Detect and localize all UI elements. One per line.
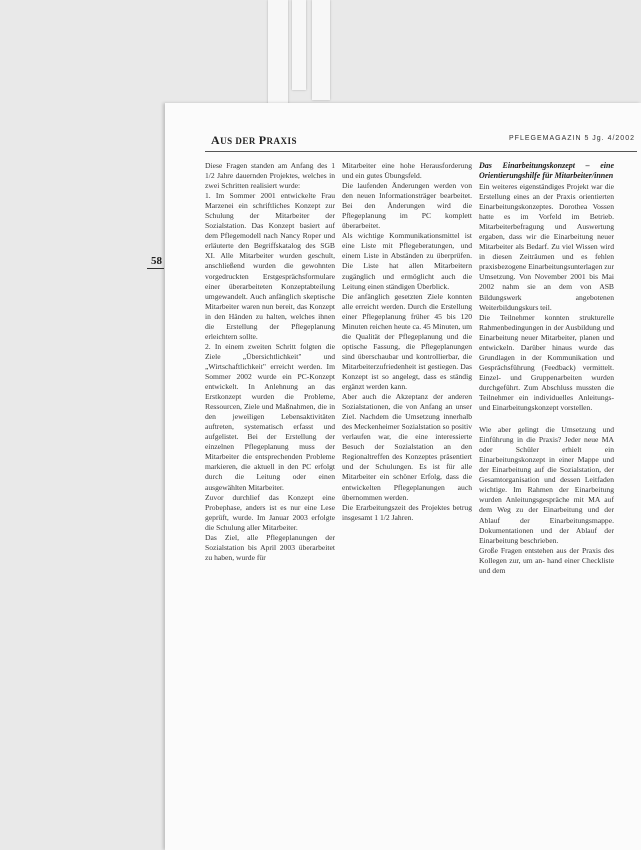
document-page xyxy=(151,103,641,850)
paragraph: Große Fragen entstehen aus der Praxis des Kollegen zur, um an- hand einer Checkliste und dem xyxy=(479,545,614,575)
paragraph: 2. In einem zweiten Schritt folgten die Ziele „Übersichtlichkeit" und „Wirtschaftlichkeit" erreicht werden. Im Sommer 2002 wurde ein PC-Konzept entwickelt. In Anlehnung an das Erstkonzept wurden die Probleme, Ressourcen, Ziele und Maßnahmen, die in den jeweiligen Lebensaktivitäten auftreten, systematisch erfasst und aufgelistet. Bei der Erstellung der einzelnen Pflegeplanung muss der Mitarbeiter die entsprechenden Probleme markieren, die aktuell in den PC erfolgt durch die Leitung oder einen ausgewählten Mitarbeiter. xyxy=(205,341,335,492)
paper-strip-3 xyxy=(312,0,330,100)
text-column-3 xyxy=(479,161,614,576)
paragraph: Das Ziel, alle Pflegeplanungen der Sozialstation bis April 2003 überarbeitet zu haben, wurde für xyxy=(205,532,335,562)
paragraph: Wie aber gelingt die Umsetzung und Einführung in die Praxis? Jeder neue MA oder Schüler erhielt ein Einarbeitungskonzept in einer Mappe und der Einarbeitung auf die Sozialstation, der Gesamtorganisation und dessen Leitfaden wichtige. Im Rahmen der Einarbeitung wurden Anleitungsgespräche mit MA auf dem Weg zu der Einarbeitung und der Ablauf der Einarbeitungsmappe. Dokumentationen und der Ablauf der Einarbeitung beschrieben. xyxy=(479,425,614,545)
paragraph: 1. Im Sommer 2001 entwickelte Frau Marzenei ein schriftliches Konzept zur Schulung der Mitarbeiter der Sozialstation. Das Konzept basiert auf dem Pflegemodell nach Nancy Roper und erläuterte den Begriffskatalog des SGB XI. Alle Mitarbeiter wurden geschult, anschließend wurden die gewohnten vorgedruckten Erstgesprächsformulare einer überarbeiteten Konzeptabteilung umgewandelt. Auch anfänglich skeptische Mitarbeiter waren nun bereit, das Konzept in den Händen zu halten, welches ihnen die Erstellung der Pflegeplanung erleichtern sollte. xyxy=(205,191,335,341)
paragraph: Die Teilnehmer konnten strukturelle Rahmenbedingungen in der Ausbildung und Einarbeitung neuer Mitarbeiter, planen und entwickeln. Darüber hinaus wurde das Grundlagen in der Kommunikation und Gesprächsführung (Feedback) vermittelt. Einzel- und Gruppenarbeiten wurden durchgeführt. Zum Abschluss mussten die Teilnehmer ein individuelles Anleitungs- und Einarbeitungskonzept vorstellen. xyxy=(479,312,614,413)
paragraph: Zuvor durchlief das Konzept eine Probephase, anders ist es nur eine Lese geprüft, wurde. Im Januar 2003 erfolgte die Schulung aller Mitarbeiter. xyxy=(205,492,335,532)
paragraph: Aber auch die Akzeptanz der anderen Sozialstationen, die von Anfang an unser Ziel. Nachdem die Umsetzung innerhalb des Meckenheimer Sozialstation so positiv verlaufen war, die eine interessierte Besuch der Sozialstation an den Regionaltreffen des Konzeptes präsentiert und der Schulungen. Es ist für alle Mitarbeiter ein schöner Erfolg, dass die entwickelten Pflegeplanungen auch übernommen werden. xyxy=(342,392,472,502)
section-title xyxy=(211,133,297,148)
header-rule xyxy=(205,151,637,152)
text-column-1 xyxy=(205,161,335,563)
paragraph: Diese Fragen standen am Anfang des 1 1/2 Jahre dauernden Projektes, welches in zwei Schritten realisiert wurde: xyxy=(205,161,335,191)
paragraph: Die laufenden Änderungen werden von den neuen Informationsträger bearbeitet. Bei den Änderungen wird die Pflegeplanung im PC komplett überarbeitet. xyxy=(342,181,472,231)
section-title-initial-2: P xyxy=(258,133,267,147)
paragraph: Die Erarbeitungszeit des Projektes betrug insgesamt 1 1/2 Jahren. xyxy=(342,502,472,522)
paper-strip-1 xyxy=(268,0,288,110)
paragraph: Mitarbeiter eine hohe Herausforderung und ein gutes Übungsfeld. xyxy=(342,161,472,181)
section-title-part-2: RAXIS xyxy=(266,136,298,146)
section-title-part-1: US DER xyxy=(220,136,259,146)
paragraph: Die anfänglich gesetzten Ziele konnten alle erreicht werden. Durch die Erstellung einer Pflegeplanung früher 45 bis 120 Minuten reichen heute ca. 45 Minuten, um die Qualität der Pflegeplanung und die optische Fassung, die Pflegeplanungen sind überschaubar und kontrollierbar, die Mitarbeiterzufriedenheit ist gestiegen. Das Konzept ist so angelegt, dass es ständig ergänzt werden kann. xyxy=(342,291,472,392)
page-number: 58 xyxy=(151,255,162,267)
subsection-heading: Das Einarbeitungskonzept – eine Orientierungshilfe für Mitarbeiter/innen xyxy=(479,161,614,180)
paragraph: Als wichtige Kommunikationsmittel ist eine Liste mit Pflegeberatungen, und einem Liste in Abständen zu überprüfen. Die Liste hat allen Mitarbeitern zugänglich und ermöglicht auch die Leitung einen ständigen Überblick. xyxy=(342,231,472,291)
paragraph: Ein weiteres eigenständiges Projekt war die Erstellung eines an der Praxis orientierten Einarbeitungskonzeptes. Dorothea Vossen hatte es im Vorfeld im Betrieb. Mitarbeiterbefragung und Auswertung ergaben, dass wir die Einarbeitung neuer Mitarbeiter als Bedarf. Zu viel Wissen wird in diesen Zeiträumen und es fehlen praxisbezogene Einarbeitungsunterlagen zur Umsetzung. Von November 2001 bis Mai 2002 nahm sie an dem von ASB Bildungswerk angebotenen Weiterbildungskurs teil. xyxy=(479,182,614,312)
text-column-2 xyxy=(342,161,472,523)
paper-strip-2 xyxy=(292,0,306,90)
magazine-header: PFLEGEMAGAZIN 5 Jg. 4/2002 xyxy=(509,135,635,142)
section-title-initial: A xyxy=(211,133,221,147)
paragraph-gap xyxy=(479,413,614,425)
